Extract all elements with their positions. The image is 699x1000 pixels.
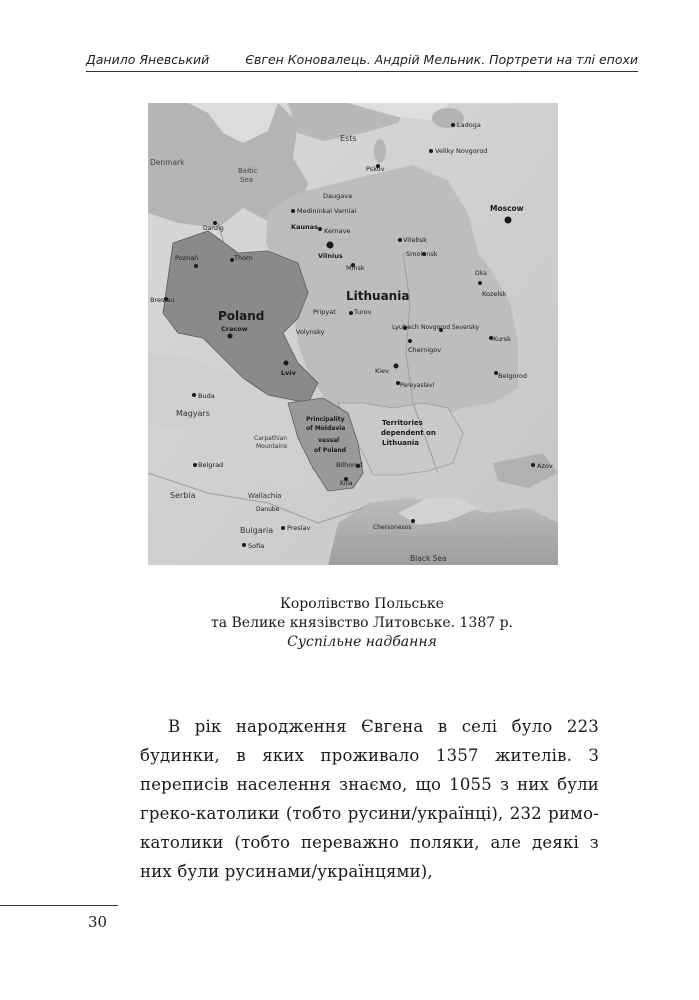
label-breslau: Breslau bbox=[150, 296, 175, 304]
city-dot-cracow bbox=[228, 334, 233, 339]
city-dot-moscow bbox=[505, 217, 512, 224]
city-dot-turov bbox=[349, 311, 353, 315]
label-oka: Oka bbox=[475, 270, 487, 277]
label-moldavia-2: of Moldavia bbox=[306, 425, 346, 432]
label-wallachia: Wallachia bbox=[248, 492, 282, 500]
historical-map bbox=[148, 103, 558, 565]
label-carpathian-2: Mountains bbox=[256, 443, 288, 450]
label-moldavia-1: Principality bbox=[306, 416, 345, 423]
city-dot-preslav bbox=[281, 526, 285, 530]
label-chernigov: Chernigov bbox=[408, 346, 442, 354]
city-dot-sofia bbox=[242, 543, 246, 547]
label-kozelsk: Kozelsk bbox=[482, 290, 507, 298]
figure-caption-line-2: та Велике князівство Литовське. 1387 р. bbox=[210, 615, 514, 631]
label-pripyat: Pripyat bbox=[313, 308, 336, 316]
label-moscow: Moscow bbox=[490, 204, 524, 213]
label-thorn: Thorn bbox=[234, 254, 253, 262]
label-vilnius: Vilnius bbox=[318, 252, 343, 260]
label-medininkai: Medininkai Varniai bbox=[297, 207, 357, 215]
label-buda: Buda bbox=[198, 392, 215, 400]
city-dot-poznan bbox=[194, 264, 198, 268]
label-novgorod: Veliky Novgorod bbox=[435, 147, 488, 155]
footer-rule bbox=[0, 905, 118, 906]
label-serbia: Serbia bbox=[170, 491, 196, 500]
label-kernave: Kernave bbox=[324, 227, 351, 235]
label-kursk: Kursk bbox=[493, 335, 511, 343]
city-dot-novgorod bbox=[429, 149, 433, 153]
body-paragraph: В рік народження Євгена в селі було 223 будинки, в яких проживало 1357 жителів. З переписів населення знаємо, що 1055 з них були греко-католики (тобто русини/українці), 232 римо-католики (тобто переважно поляки, але деякі з них були русинами/українцями), bbox=[140, 717, 599, 881]
city-dot-chersonesos bbox=[411, 519, 415, 523]
label-daugava: Daugava bbox=[323, 192, 353, 200]
label-pereyaslavl: Pereyaslavl bbox=[400, 382, 435, 389]
label-turov: Turov bbox=[354, 308, 372, 316]
body-text bbox=[140, 712, 599, 886]
label-moldavia-4: of Poland bbox=[314, 447, 347, 454]
city-dot-chernigov bbox=[408, 339, 412, 343]
label-black-sea: Black Sea bbox=[410, 554, 447, 563]
city-dot-lviv bbox=[284, 361, 289, 366]
city-dot-ladoga bbox=[451, 123, 455, 127]
city-dot-kozelsk bbox=[478, 281, 482, 285]
label-minsk: Minsk bbox=[346, 264, 365, 272]
running-head-title: Євген Коновалець. Андрій Мельник. Портрети на тлі епохи bbox=[245, 52, 638, 67]
label-novgorod-seversky: Novgorod Seversky bbox=[421, 324, 480, 331]
label-ladoga: Ladoga bbox=[457, 121, 481, 129]
label-poland: Poland bbox=[218, 309, 265, 323]
label-belgorod: Belgorod bbox=[498, 372, 527, 380]
label-ests: Ests bbox=[340, 134, 357, 143]
label-denmark: Denmark bbox=[150, 158, 185, 167]
city-dot-azov bbox=[531, 463, 535, 467]
label-baltic-sea: Baltic Sea bbox=[238, 167, 258, 184]
label-kiev: Kiev bbox=[375, 367, 389, 375]
city-dot-belgrad bbox=[193, 463, 197, 467]
label-danube: Danube bbox=[256, 506, 280, 513]
label-bulgaria: Bulgaria bbox=[240, 526, 274, 535]
label-lviv: Lviv bbox=[281, 369, 296, 377]
label-smolensk: Smolensk bbox=[406, 250, 438, 258]
city-dot-vitebsk bbox=[398, 238, 402, 242]
label-lyubech: Lyubech bbox=[392, 323, 419, 331]
label-territories-1: Territories bbox=[382, 419, 423, 427]
city-dot-buda bbox=[192, 393, 196, 397]
label-pskov: Pskov bbox=[366, 165, 385, 173]
label-danzig: Danzig bbox=[203, 225, 224, 232]
figure-caption-line-1: Королівство Польське bbox=[280, 596, 444, 612]
label-volynsky: Volynsky bbox=[296, 328, 325, 336]
running-head bbox=[86, 50, 638, 72]
page-number: 30 bbox=[88, 913, 108, 931]
label-poznan: Poznań bbox=[175, 254, 199, 262]
label-carpathian-1: Carpathian bbox=[254, 435, 288, 442]
label-kilia: Kilia bbox=[340, 480, 353, 487]
running-head-author: Данило Яневський bbox=[86, 52, 210, 67]
lake-peipus bbox=[374, 139, 386, 163]
label-belgrad: Belgrad bbox=[198, 461, 224, 469]
label-magyars: Magyars bbox=[176, 409, 210, 418]
label-territories-3: Lithuania bbox=[382, 439, 420, 447]
city-dot-kaunas bbox=[318, 227, 322, 231]
label-lithuania: Lithuania bbox=[346, 289, 410, 303]
label-sofia: Sofia bbox=[248, 542, 265, 550]
city-dot-kiev bbox=[394, 364, 399, 369]
header-rule bbox=[86, 71, 638, 72]
label-vitebsk: Vitebsk bbox=[403, 236, 427, 244]
city-dot-medininkai bbox=[291, 209, 295, 213]
label-bilhorod: Bilhorod bbox=[336, 461, 363, 469]
city-dot-vilnius bbox=[327, 242, 334, 249]
label-territories-2: dependent on bbox=[381, 429, 436, 437]
label-kaunas: Kaunas bbox=[291, 223, 318, 231]
label-moldavia-3: vassal bbox=[318, 437, 340, 444]
figure-credit: Суспільне надбання bbox=[287, 634, 437, 650]
label-cracow: Cracow bbox=[221, 325, 248, 333]
label-azov: Azov bbox=[537, 462, 553, 470]
label-chersonesos: Chersonesos bbox=[373, 524, 412, 531]
label-preslav: Preslav bbox=[287, 524, 311, 532]
